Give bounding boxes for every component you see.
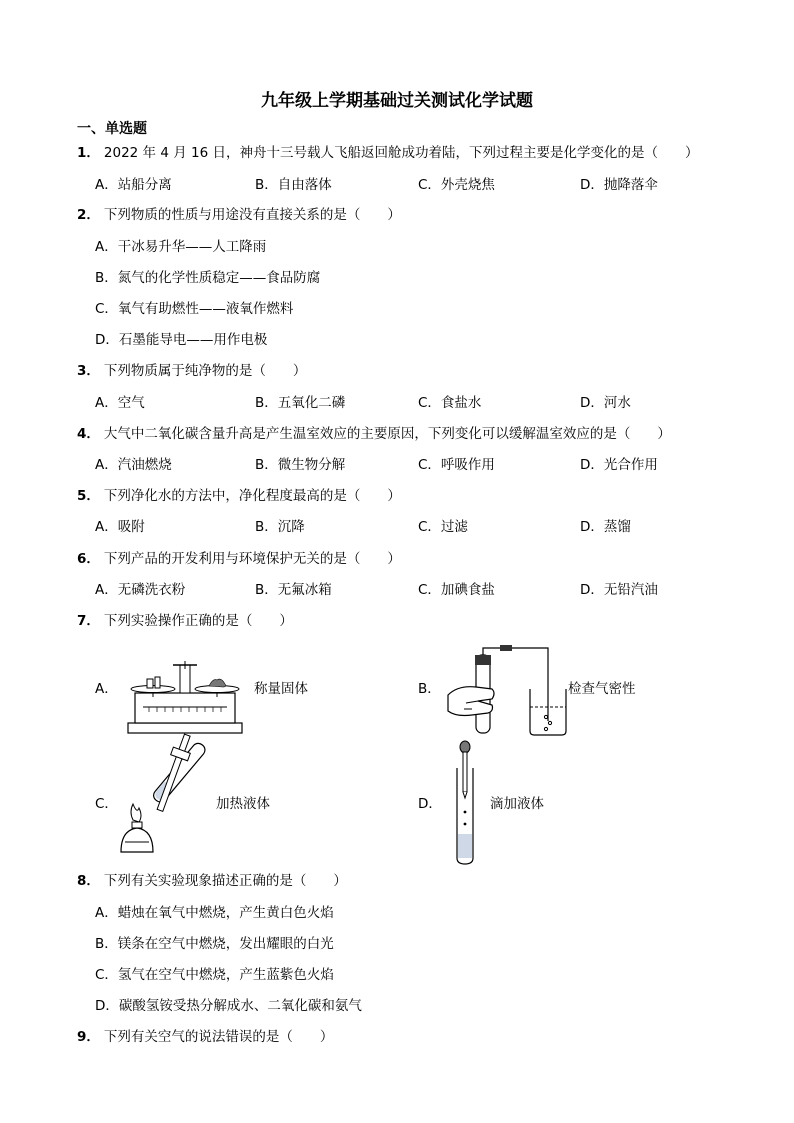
option-d: D．无铅汽油 [580, 582, 658, 598]
question-text: 下列有关空气的说法错误的是（ ） [103, 1029, 334, 1045]
option-b: B．镁条在空气中燃烧，发出耀眼的白光 [95, 936, 334, 952]
option-d: D．光合作用 [580, 457, 658, 473]
question-number: 3． [77, 363, 100, 379]
question-number: 8． [77, 873, 100, 889]
option-b: B．氮气的化学性质稳定——食品防腐 [95, 270, 321, 286]
heating-liquid-figure [115, 732, 215, 856]
page-title: 九年级上学期基础过关测试化学试题 [261, 91, 533, 111]
airtightness-figure [438, 645, 568, 737]
question-4 [77, 425, 671, 443]
option-a: A．蜡烛在氧气中燃烧，产生黄白色火焰 [95, 905, 334, 921]
question-number: 2． [77, 207, 100, 223]
option-d: D． [418, 796, 442, 812]
dropper-figure [450, 740, 480, 866]
option-c: C．氢气在空气中燃烧，产生蓝紫色火焰 [95, 967, 334, 983]
option-c: C．过滤 [418, 519, 468, 535]
option-b: B．五氧化二磷 [255, 395, 346, 411]
option-a: A．吸附 [95, 519, 145, 535]
question-number: 9． [77, 1029, 100, 1045]
option-b: B．自由落体 [255, 177, 332, 193]
caption-drop-liquid: 滴加液体 [490, 796, 544, 812]
question-number: 6． [77, 551, 100, 567]
question-text: 2022 年 4 月 16 日，神舟十三号载人飞船返回舱成功着陆，下列过程主要是化学变化的是（ ） [103, 145, 699, 161]
option-d: D．抛降落伞 [580, 177, 658, 193]
caption-heat-liquid: 加热液体 [216, 796, 270, 812]
option-c: C．食盐水 [418, 395, 482, 411]
option-d: D．河水 [580, 395, 631, 411]
question-text: 下列物质属于纯净物的是（ ） [103, 363, 307, 379]
option-b: B．沉降 [255, 519, 305, 535]
caption-check-airtightness: 检查气密性 [568, 681, 636, 697]
question-1 [77, 144, 699, 162]
question-text: 下列净化水的方法中，净化程度最高的是（ ） [103, 488, 401, 504]
option-b: B．无氟冰箱 [255, 582, 332, 598]
question-text: 大气中二氧化碳含量升高是产生温室效应的主要原因，下列变化可以缓解温室效应的是（ ） [103, 426, 671, 442]
section-heading: 一、单选题 [77, 121, 147, 137]
option-a: A．无磷洗衣粉 [95, 582, 186, 598]
option-c: C．外壳烧焦 [418, 177, 495, 193]
option-c: C．加碘食盐 [418, 582, 495, 598]
question-text: 下列产品的开发利用与环境保护无关的是（ ） [103, 551, 401, 567]
option-b: B． [418, 681, 441, 697]
option-c: C．氧气有助燃性——液氧作燃料 [95, 301, 294, 317]
option-b: B．微生物分解 [255, 457, 346, 473]
option-d: D．碳酸氢铵受热分解成水、二氧化碳和氨气 [95, 998, 362, 1014]
question-text: 下列物质的性质与用途没有直接关系的是（ ） [103, 207, 401, 223]
question-number: 1． [77, 145, 100, 161]
question-2 [77, 206, 401, 224]
question-text: 下列有关实验现象描述正确的是（ ） [103, 873, 347, 889]
question-text: 下列实验操作正确的是（ ） [103, 613, 293, 629]
option-d: D．石墨能导电——用作电极 [95, 332, 268, 348]
option-a: A．汽油燃烧 [95, 457, 172, 473]
question-7 [77, 612, 293, 630]
caption-weigh-solid: 称量固体 [254, 681, 308, 697]
option-a: A．空气 [95, 395, 145, 411]
option-d: D．蒸馏 [580, 519, 631, 535]
question-number: 5． [77, 488, 100, 504]
option-a: A．站船分离 [95, 177, 172, 193]
question-8 [77, 872, 347, 890]
option-a: A． [95, 681, 118, 697]
question-number: 7． [77, 613, 100, 629]
option-a: A．干冰易升华——人工降雨 [95, 239, 267, 255]
question-3 [77, 362, 306, 380]
question-6 [77, 550, 401, 568]
option-c: C． [95, 796, 118, 812]
question-number: 4． [77, 426, 100, 442]
option-c: C．呼吸作用 [418, 457, 495, 473]
balance-figure [125, 655, 245, 737]
question-9 [77, 1028, 333, 1046]
question-5 [77, 487, 401, 505]
